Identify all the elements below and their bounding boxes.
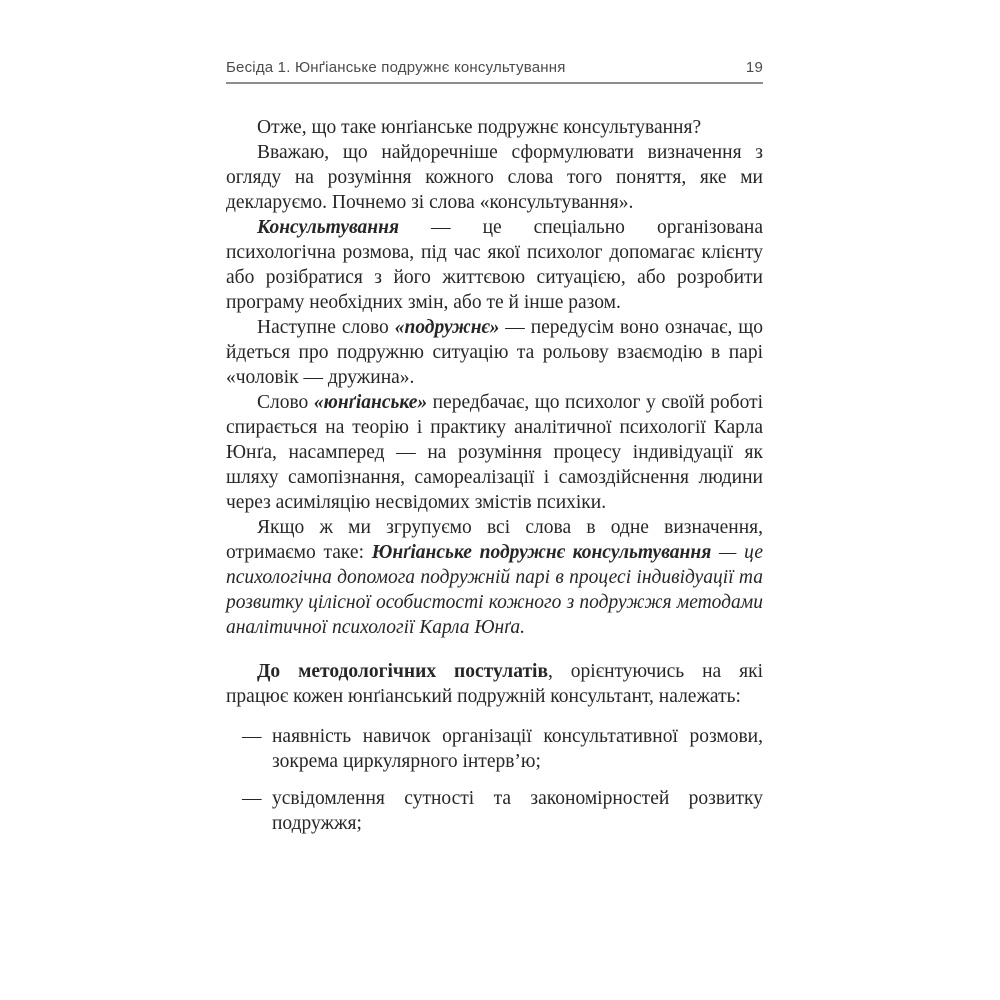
list-item (226, 724, 763, 774)
body-text (226, 115, 763, 709)
text-segment-normal: — це спеціально організована психологічна розмова, під час якої психолог допомагає клієнту або розібратися з його життєвою ситуацією, або розробити програму необхідних змін, або те й інше разом. (226, 217, 763, 313)
text-segment-normal: Вважаю, що найдоречніше сформулювати визначення з огляду на розуміння кожного слова того поняття, яке ми декларуємо. Почнемо зі слова «консультування». (226, 142, 763, 213)
running-head (226, 0, 763, 84)
paragraph (226, 659, 763, 709)
text-segment-normal: — передусім воно означає, що йдеться про подружню ситуацію та рольову взаємодію в парі «чоловік — дружина». (226, 317, 763, 388)
text-segment-normal: Наступне слово (257, 317, 395, 338)
paragraph (226, 390, 763, 515)
page-number: 19 (745, 59, 763, 76)
text-segment-bold-italic: «юнґіанське» (313, 392, 428, 413)
postulates-list (226, 724, 763, 836)
text-segment-normal: передбачає, що психолог у своїй роботі спирається на теорію і практику аналітичної психології Карла Юнґа, насамперед — на розуміння процесу індивідуації як шляху самопізнання, самореалізації і самоздійснення людини через асиміляцію несвідомих змістів психіки. (226, 392, 764, 513)
paragraph (226, 115, 763, 140)
text-segment-normal: Якщо ж ми згрупуємо всі слова в одне визначення, отримаємо таке: (226, 517, 763, 563)
text-segment-bold-italic: Юнґіанське подружнє консультування (371, 542, 712, 563)
text-segment-normal: Отже, що таке юнґіанське подружнє консультування? (257, 117, 702, 138)
list-item-text: наявність навичок організації консультативної розмови, зокрема циркулярного інтерв’ю; (272, 726, 763, 772)
chapter-running-title: Бесіда 1. Юнґіанське подружнє консультування (226, 59, 566, 76)
paragraph (226, 140, 763, 215)
text-segment-italic: — це психологічна допомога подружній парі в процесі індивідуації та розвитку цілісної особистості кожного з подружжя методами аналітичної психології Карла Юнґа. (226, 542, 764, 638)
text-segment-normal: Слово (257, 392, 314, 413)
text-segment-normal: , орієнтуючись на які працює кожен юнґіанський подружній консультант, належать: (226, 661, 763, 707)
text-column (226, 0, 763, 836)
paragraph (226, 515, 763, 640)
text-segment-bold-italic: Консультування (257, 217, 399, 238)
list-item-text: усвідомлення сутності та закономірностей розвитку подружжя; (272, 788, 763, 834)
list-dash-marker: — (242, 726, 262, 747)
text-segment-bold: До методологічних постулатів (257, 661, 548, 682)
text-segment-bold-italic: «подружнє» (394, 317, 500, 338)
list-dash-marker: — (242, 788, 262, 809)
paragraph (226, 215, 763, 315)
list-item (226, 786, 763, 836)
paragraph (226, 315, 763, 390)
